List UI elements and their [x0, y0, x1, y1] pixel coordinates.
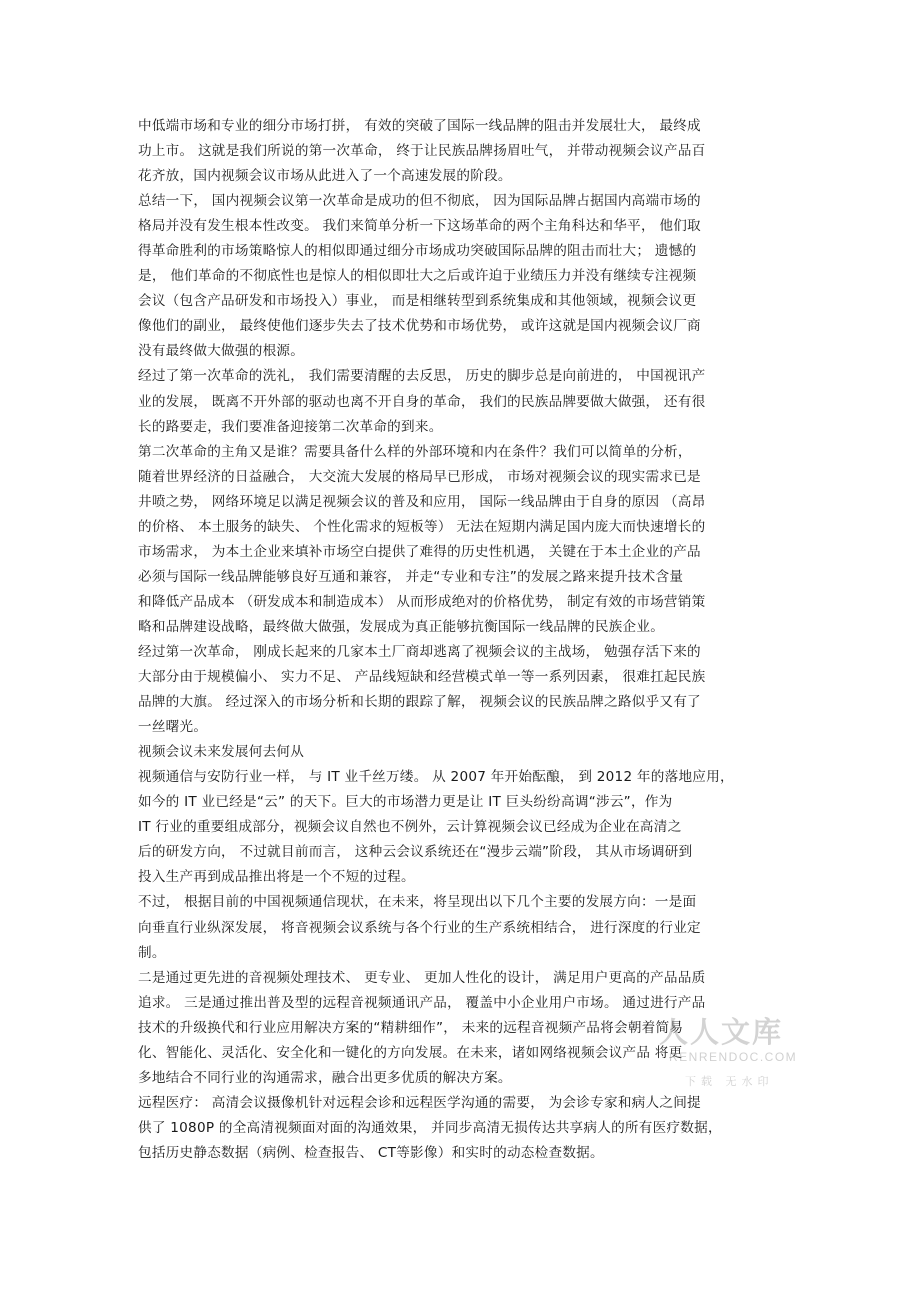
text-line: 投入生产再到成品推出将是一个不短的过程。	[138, 869, 415, 886]
text-line: 井喷之势， 网络环境足以满足视频会议的普及和应用， 国际一线品牌由于自身的原因 （高昂	[138, 493, 706, 510]
text-line: 得革命胜利的市场策略惊人的相似即通过细分市场成功突破国际品牌的阻击而壮大； 遗憾的	[138, 243, 697, 260]
text-line: 多地结合不同行业的沟通需求，融合出更多优质的解决方案。	[138, 1069, 512, 1086]
text-line: 向垂直行业纵深发展， 将音视频会议系统与各个行业的生产系统相结合， 进行深度的行业定	[138, 919, 701, 936]
text-line: 中低端市场和专业的细分市场打拼， 有效的突破了国际一线品牌的阻击并发展壮大， 最终成	[138, 118, 701, 134]
text-line: 随着世界经济的日益融合， 大交流大发展的格局早已形成， 市场对视频会议的现实需求已是	[138, 468, 701, 485]
text-line: 略和品牌建设战略，最终做大做强，发展成为真正能够抗衡国际一线品牌的民族企业。	[138, 618, 665, 635]
text-line: 没有最终做大做强的根源。	[138, 343, 305, 360]
text-line: 和降低产品成本 （研发成本和制造成本） 从而形成绝对的价格优势， 制定有效的市场营销策	[138, 593, 706, 610]
text-line: 是， 他们革命的不彻底性也是惊人的相似即壮大之后或许迫于业绩压力并没有继续专注视频	[138, 268, 697, 285]
text-line: 制。	[138, 944, 166, 961]
text-line: 经过了第一次革命的洗礼， 我们需要清醒的去反思， 历史的脚步总是向前进的， 中国视讯产	[138, 368, 706, 385]
text-line: 功上市。 这就是我们所说的第一次革命， 终于让民族品牌扬眉吐气， 并带动视频会议产品百	[138, 143, 706, 160]
text-line: 追求。 三是通过推出普及型的远程音视频通讯产品， 覆盖中小企业用户市场。 通过进行产品	[138, 994, 706, 1011]
watermark-note: 下载 无水印	[685, 1075, 774, 1088]
text-line: 经过第一次革命， 刚成长起来的几家本土厂商却逃离了视频会议的主战场， 勉强存活下来的	[138, 643, 701, 660]
text-line: 包括历史静态数据（病例、检查报告、 CT等影像）和实时的动态检查数据。	[138, 1144, 604, 1161]
text-line: 必须与国际一线品牌能够良好互通和兼容， 并走“专业和专注”的发展之路来提升技术含量	[138, 568, 684, 585]
document-body	[138, 114, 778, 1166]
text-line: 业的发展， 既离不开外部的驱动也离不开自身的革命， 我们的民族品牌要做大做强， 还有很	[138, 393, 706, 410]
text-line: IT 行业的重要组成部分，视频会议自然也不例外，云计算视频会议已经成为企业在高清之	[138, 819, 682, 836]
text-line: 远程医疗： 高清会议摄像机针对远程会诊和远程医学沟通的需要， 为会诊专家和病人之间提	[138, 1094, 701, 1111]
text-line: 市场需求， 为本土企业来填补市场空白提供了难得的历史性机遇， 关键在于本土企业的产品	[138, 543, 701, 560]
section-heading: 视频会议未来发展何去何从	[138, 744, 305, 761]
text-line: 总结一下， 国内视频会议第一次革命是成功的但不彻底， 因为国际品牌占据国内高端市场的	[138, 193, 701, 210]
watermark-title: 人人文库	[659, 1015, 784, 1049]
text-line: 大部分由于规模偏小、 实力不足、 产品线短缺和经营模式单一等一系列因素， 很难扛起民族	[138, 669, 706, 686]
text-line: 如今的 IT 业已经是“云” 的天下。巨大的市场潜力更是让 IT 巨头纷纷高调“涉云”，作为	[138, 794, 673, 811]
watermark-url: RENRENDOC.COM	[669, 1050, 798, 1064]
text-line: 长的路要走，我们要准备迎接第二次革命的到来。	[138, 418, 443, 435]
text-line: 一丝曙光。	[138, 719, 208, 736]
text-line: 会议（包含产品研发和市场投入）事业， 而是相继转型到系统集成和其他领域，视频会议更	[138, 293, 697, 310]
text-line: 的价格、 本土服务的缺失、 个性化需求的短板等） 无法在短期内满足国内庞大而快速增长的	[138, 518, 706, 535]
text-line: 视频通信与安防行业一样， 与 IT 业千丝万缕。 从 2007 年开始酝酿， 到 2012 年的落地应用，	[138, 769, 734, 786]
text-line: 第二次革命的主角又是谁？需要具备什么样的外部环境和内在条件？我们可以简单的分析，	[138, 443, 692, 460]
text-line: 不过， 根据目前的中国视频通信现状，在未来，将呈现出以下几个主要的发展方向：一是面	[138, 894, 697, 911]
text-line: 像他们的副业， 最终使他们逐步失去了技术优势和市场优势， 或许这就是国内视频会议厂商	[138, 318, 701, 335]
text-line: 格局并没有发生根本性改变。 我们来简单分析一下这场革命的两个主角科达和华平， 他们取	[138, 218, 701, 235]
text-line: 后的研发方向， 不过就目前而言， 这种云会议系统还在“漫步云端”阶段， 其从市场调研到	[138, 844, 693, 861]
text-line: 二是通过更先进的音视频处理技术、 更专业、 更加人性化的设计， 满足用户更高的产品品质	[138, 969, 706, 986]
text-line: 化、智能化、灵活化、安全化和一键化的方向发展。在未来，诸如网络视频会议产品 将更	[138, 1044, 683, 1061]
text-line: 供了 1080P 的全高清视频面对面的沟通效果， 并同步高清无损传达共享病人的所有医疗数据，	[138, 1119, 722, 1136]
text-line: 品牌的大旗。 经过深入的市场分析和长期的跟踪了解， 视频会议的民族品牌之路似乎又有了	[138, 694, 701, 711]
text-line: 技术的升级换代和行业应用解决方案的“精耕细作”， 未来的远程音视频产品将会朝着简易	[138, 1019, 684, 1036]
text-line: 花齐放，国内视频会议市场从此进入了一个高速发展的阶段。	[138, 168, 512, 185]
